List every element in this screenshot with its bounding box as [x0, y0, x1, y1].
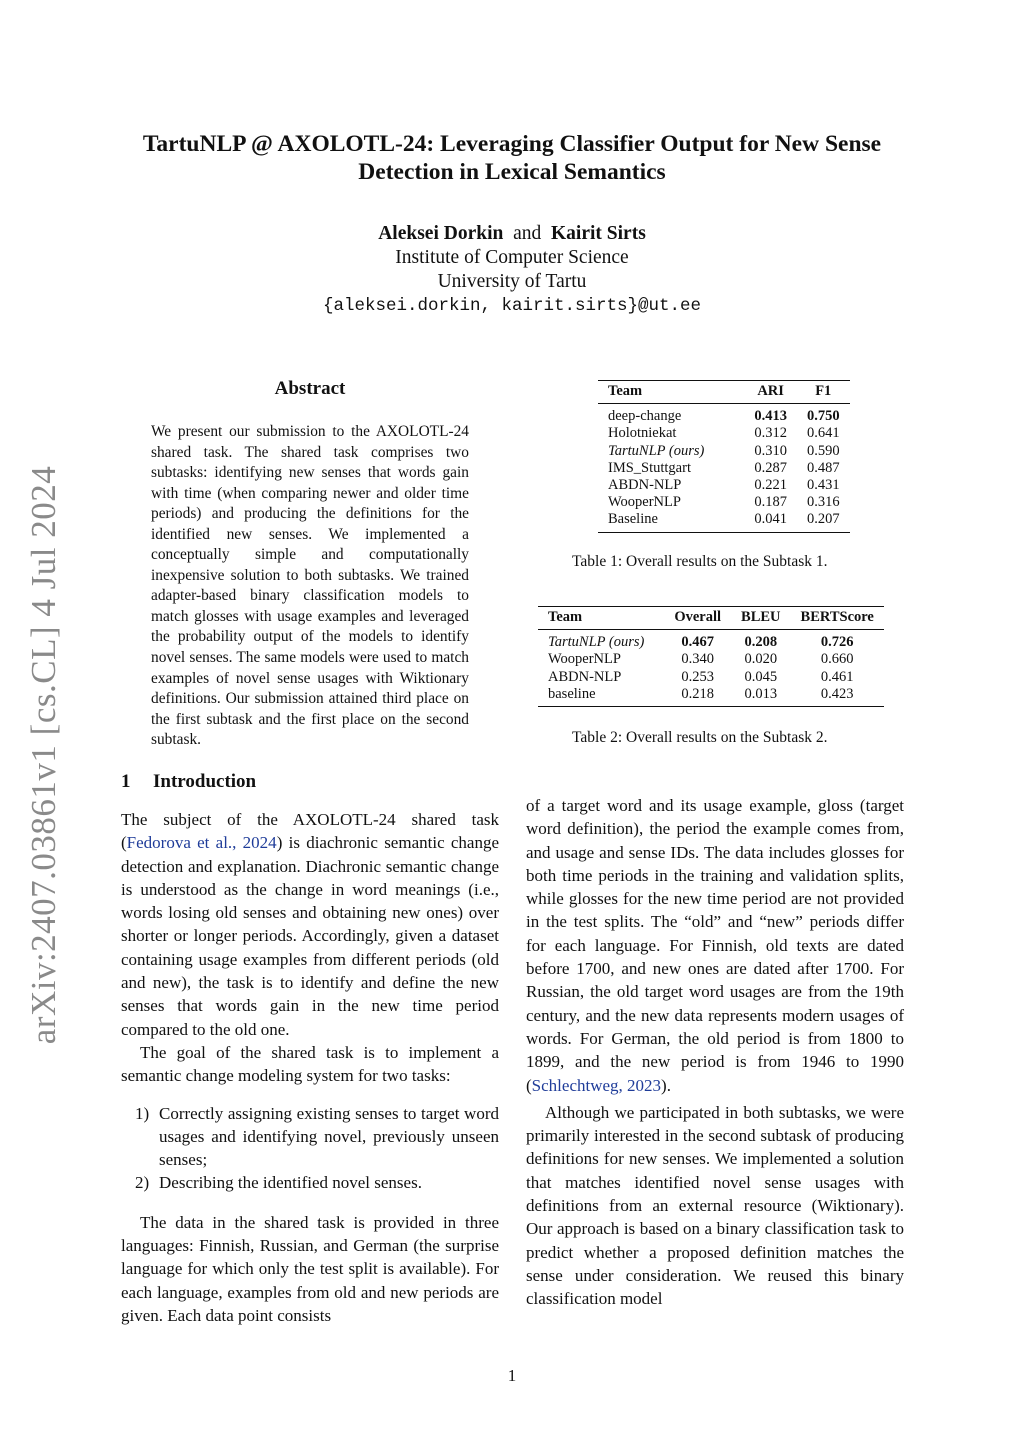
- table-cell-team: baseline: [548, 685, 596, 702]
- arxiv-identifier-text: arXiv:2407.03861v1 [cs.CL] 4 Jul 2024: [24, 465, 64, 1045]
- citation-link[interactable]: Fedorova et al., 2024: [126, 833, 277, 853]
- list-item-text: Describing the identified novel senses.: [159, 1173, 422, 1193]
- table-row: [598, 404, 850, 426]
- page-number: 1: [507, 1366, 517, 1385]
- table-cell-team: IMS_Stuttgart: [608, 459, 691, 476]
- table-cell-overall: 0.340: [681, 651, 714, 668]
- author-conjunction: and: [513, 223, 542, 244]
- list-item: [121, 1102, 499, 1172]
- table-2-col-bleu: BLEU: [741, 609, 781, 625]
- intro-paragraph-5: Although we participated in both subtasks, we were primarily interested in the second subtask of producing definitions for new senses. We implemented a solution that matches identified novel sense usages with definitions from an external resource (Wiktionary). Our approach is based on a binary classification task to predict whether a proposed definition matches the sense under consideration. We reused this binary classification model: [526, 1102, 904, 1309]
- table-1-col-team: Team: [608, 383, 643, 399]
- intro-p1-text-b: ) is diachronic semantic change detection and explanation. Diachronic semantic change is understood as the change in word meanings (i.e., words losing old senses and obtaining new ones) over shorter or longer periods. Accordingly, given a dataset containing usage examples from different periods (old and new), the task is to identify and define the new senses that words gain in the new time period compared to the old one.: [121, 833, 499, 1039]
- author-names: [0, 222, 1024, 246]
- intro-paragraph-4: [526, 794, 904, 1097]
- table-cell-bertscore: 0.726: [820, 634, 854, 651]
- table-cell-bleu: 0.045: [744, 668, 778, 685]
- citation-link[interactable]: Schlechtweg, 2023: [531, 1075, 662, 1095]
- table-row: [538, 686, 884, 707]
- section-title: Introduction: [153, 771, 257, 792]
- right-column: [526, 794, 904, 1311]
- table-2-col-bertscore: BERTScore: [800, 609, 874, 625]
- task-list: [121, 1102, 499, 1195]
- table-cell-f1: 0.641: [806, 425, 840, 442]
- intro-p4-text-a: of a target word and its usage example, gloss (target word definition), the period the example comes from, and usage and sense IDs. The data includes glosses for both time periods in the training and validation splits, while glosses for the new time period are not provided in the test splits. The “old” and “new” periods differ for each language. For Finnish, old texts are dated before 1700, and new ones are dated after 1700. For Russian, the old target word usages are from the 19th century, and the new data represents modern usages of words. For German, the old period is from 1800 to 1899, and the new period is from 1946 to 1990 (: [526, 796, 904, 1095]
- author-block: [0, 222, 1024, 318]
- table-cell-team: deep-change: [608, 408, 682, 425]
- intro-p4-text-b: ).: [661, 1075, 671, 1095]
- table-cell-ari: 0.287: [754, 459, 787, 476]
- list-item-number: 1): [135, 1103, 150, 1123]
- title-line-1: TartuNLP @ AXOLOTL-24: Leveraging Classifier Output for New Sense: [142, 131, 882, 157]
- affiliation: Institute of Computer Science: [395, 247, 629, 268]
- table-cell-team: WooperNLP: [608, 494, 681, 511]
- table-cell-bleu: 0.020: [744, 651, 778, 668]
- table-cell-bertscore: 0.461: [820, 668, 854, 685]
- table-2-grid: [538, 606, 884, 707]
- table-cell-bertscore: 0.660: [820, 651, 854, 668]
- table-cell-team: TartuNLP (ours): [608, 442, 705, 459]
- table-cell-f1: 0.750: [806, 408, 840, 425]
- paper-title: [0, 130, 1024, 186]
- intro-paragraph-2: The goal of the shared task is to implement a semantic change modeling system for two tasks:: [121, 1042, 499, 1086]
- table-row: [538, 651, 884, 668]
- table-row: [598, 494, 850, 511]
- table-1-col-ari: ARI: [757, 383, 784, 399]
- intro-p1-text-a: The subject of the AXOLOTL-24 shared task (: [121, 810, 499, 853]
- arxiv-identifier: [14, 465, 74, 1045]
- title-line-2: Detection in Lexical Semantics: [358, 159, 666, 185]
- table-row: [598, 477, 850, 494]
- table-cell-overall: 0.467: [681, 634, 714, 651]
- table-cell-bleu: 0.013: [744, 685, 778, 702]
- table-cell-team: TartuNLP (ours): [548, 634, 645, 651]
- table-1-col-f1: F1: [815, 383, 832, 399]
- table-2-caption: Table 2: Overall results on the Subtask 2.: [572, 729, 828, 746]
- table-1-caption: Table 1: Overall results on the Subtask 1.: [572, 553, 828, 570]
- table-cell-ari: 0.312: [754, 425, 787, 442]
- author-1: Aleksei Dorkin: [378, 223, 504, 244]
- list-item-number: 2): [135, 1173, 150, 1193]
- table-cell-team: ABDN-NLP: [548, 668, 622, 685]
- table-cell-ari: 0.187: [754, 494, 787, 511]
- intro-paragraph-1: [121, 808, 499, 1041]
- table-cell-ari: 0.413: [754, 408, 787, 425]
- section-heading: [121, 770, 499, 794]
- section-number: 1: [121, 771, 131, 792]
- table-cell-f1: 0.207: [806, 511, 840, 528]
- table-cell-f1: 0.316: [806, 494, 840, 511]
- table-cell-team: Holotniekat: [608, 425, 677, 442]
- list-item-text: Correctly assigning existing senses to target word usages and identifying novel, previously unseen senses;: [159, 1103, 499, 1170]
- table-1: [598, 380, 850, 533]
- table-1-grid: [598, 380, 850, 533]
- left-column: [121, 770, 499, 1327]
- abstract-heading: Abstract: [274, 378, 346, 399]
- table-row: [598, 425, 850, 442]
- table-cell-f1: 0.487: [806, 459, 840, 476]
- table-2-col-team: Team: [548, 609, 583, 625]
- table-cell-overall: 0.253: [681, 668, 714, 685]
- table-cell-ari: 0.310: [754, 442, 787, 459]
- table-cell-bertscore: 0.423: [820, 685, 854, 702]
- table-cell-ari: 0.221: [754, 477, 787, 494]
- author-2: Kairit Sirts: [551, 223, 646, 244]
- table-2-col-overall: Overall: [674, 609, 722, 625]
- list-item: [121, 1171, 499, 1194]
- table-row: [538, 669, 884, 686]
- table-row: [598, 511, 850, 532]
- table-cell-overall: 0.218: [681, 685, 714, 702]
- table-cell-bleu: 0.208: [744, 634, 778, 651]
- abstract-body: [151, 422, 469, 751]
- university: University of Tartu: [437, 271, 587, 292]
- table-cell-ari: 0.041: [754, 511, 787, 528]
- table-1-header: [598, 381, 850, 404]
- table-row: [598, 443, 850, 460]
- table-cell-team: WooperNLP: [548, 651, 621, 668]
- table-2-header: [538, 607, 884, 630]
- table-cell-f1: 0.590: [806, 442, 840, 459]
- table-row: [598, 460, 850, 477]
- table-row: [538, 630, 884, 652]
- intro-paragraph-3: The data in the shared task is provided in three languages: Finnish, Russian, and German (the surprise language for which only the test split is available). For each language, examples from old and new periods are given. Each data point consists: [121, 1212, 499, 1325]
- table-cell-f1: 0.431: [806, 477, 840, 494]
- table-2: [538, 606, 884, 707]
- author-email: {aleksei.dorkin, kairit.sirts}@ut.ee: [322, 296, 702, 316]
- table-cell-team: ABDN-NLP: [608, 477, 682, 494]
- abstract-text: We present our submission to the AXOLOTL-24 shared task. The shared task comprises two subtasks: identifying new senses that words gain with time (when comparing newer and older time periods) and producing the definitions for the identified new senses. We implemented a conceptually simple and computationally inexpensive solution to both subtasks. We trained adapter-based binary classification models to match glosses with usage examples and leveraged the probability output of the models to identify novel senses. The same models were used to match examples of novel sense usages with Wiktionary definitions. Our submission attained third place on the first subtask and the first place on the second subtask.: [151, 423, 469, 749]
- table-cell-team: Baseline: [608, 511, 658, 528]
